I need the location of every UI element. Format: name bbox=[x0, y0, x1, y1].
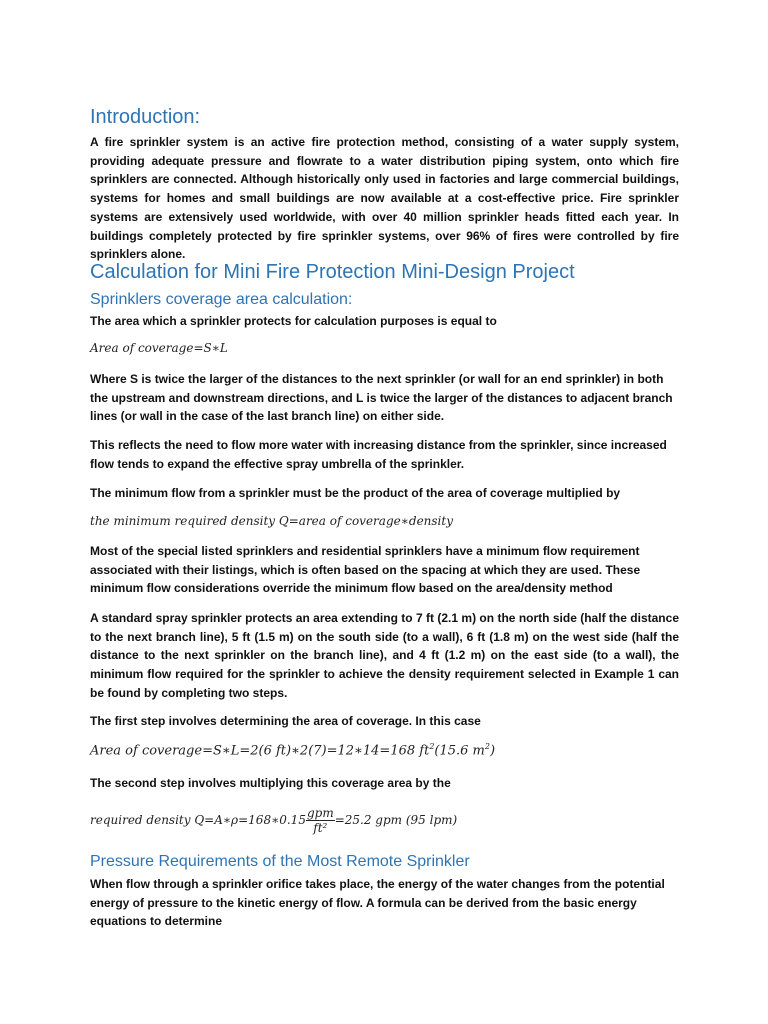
paragraph-second-step: The second step involves multiplying this coverage area by the bbox=[90, 776, 451, 790]
equation-area-exponent-metric: 2 bbox=[484, 742, 490, 751]
equation-area-part-b: (6 ft)∗2(7)=12∗14=168 ft bbox=[258, 743, 430, 759]
calculation-heading: Calculation for Mini Fire Protection Mini-Design Project bbox=[90, 261, 575, 283]
pressure-heading: Pressure Requirements of the Most Remote Sprinkler bbox=[90, 853, 470, 870]
equation-area-part-c: (15.6 m bbox=[434, 743, 485, 759]
fraction-denominator: ft² bbox=[313, 821, 328, 835]
paragraph-standard-spray: A standard spray sprinkler protects an area extending to 7 ft (2.1 m) on the north side (half the distance to the next branch line), 5 ft (1.5 m) on the south side (to a wall), 6 ft (1.8 m) on the west side (half the distance to the next sprinkler on the branch line), and 4 ft (1.2 m) on the east side (to a wall), the minimum flow required for the sprinkler to achieve the density requirement selected in Example 1 can be found by completing two steps. bbox=[90, 611, 679, 700]
equation-area-part-a: Area of coverage=S∗L=2 bbox=[90, 743, 259, 759]
coverage-subheading: Sprinklers coverage area calculation: bbox=[90, 291, 353, 308]
fraction-numerator: gpm bbox=[306, 806, 334, 820]
equation-area-of-coverage: Area of coverage=S∗L bbox=[90, 341, 228, 355]
paragraph-special-listed: Most of the special listed sprinklers and residential sprinklers have a minimum flow requirement associated with their listings, which is often based on the spacing at which they are used. These minimum flow considerations override the minimum flow based on the area/density method bbox=[90, 544, 641, 596]
introduction-heading: Introduction: bbox=[90, 106, 201, 128]
equation-density-part-a: required density Q=A∗ρ=168∗0.15 bbox=[90, 813, 306, 827]
equation-area-part-d: ) bbox=[489, 743, 496, 759]
paragraph-reflects: This reflects the need to flow more water with increasing distance from the sprinkler, since increased flow tends to expand the effective spray umbrella of the sprinkler. bbox=[90, 438, 667, 471]
paragraph-minimum-flow: The minimum flow from a sprinkler must be the product of the area of coverage multiplied by bbox=[90, 486, 621, 500]
introduction-paragraph: A fire sprinkler system is an active fire protection method, consisting of a water supply system, providing adequate pressure and flowrate to a water distribution piping system, onto which fire sprinklers are connected. Although historically only used in factories and large commercial buildings, systems for homes and small buildings are now available at a cost-effective price. Fire sprinkler systems are extensively used worldwide, with over 40 million sprinkler heads fitted each year. In buildings completely protected by fire sprinkler systems, over 96% of fires were controlled by fire sprinklers alone. bbox=[90, 135, 679, 262]
equation-density-fraction bbox=[306, 806, 335, 835]
pressure-paragraph: When flow through a sprinkler orifice takes place, the energy of the water changes from the potential energy of pressure to the kinetic energy of flow. A formula can be derived from the basic energy equations to determine bbox=[90, 877, 665, 929]
equation-minimum-density: the minimum required density Q=area of coverage∗density bbox=[90, 514, 453, 528]
equation-area-exponent: 2 bbox=[429, 742, 435, 751]
paragraph-where-s: Where S is twice the larger of the distances to the next sprinkler (or wall for an end sprinkler) in both the upstream and downstream directions, and L is twice the larger of the distances to adjacent branch lines (or wall in the case of the last branch line) on either side. bbox=[90, 372, 673, 424]
equation-density-part-b: =25.2 gpm (95 lpm) bbox=[334, 813, 458, 827]
paragraph-first-step: The first step involves determining the area of coverage. In this case bbox=[90, 714, 481, 728]
equation-area-calculation bbox=[90, 742, 495, 758]
equation-required-density bbox=[90, 806, 457, 835]
paragraph-area-intro: The area which a sprinkler protects for calculation purposes is equal to bbox=[90, 314, 497, 328]
